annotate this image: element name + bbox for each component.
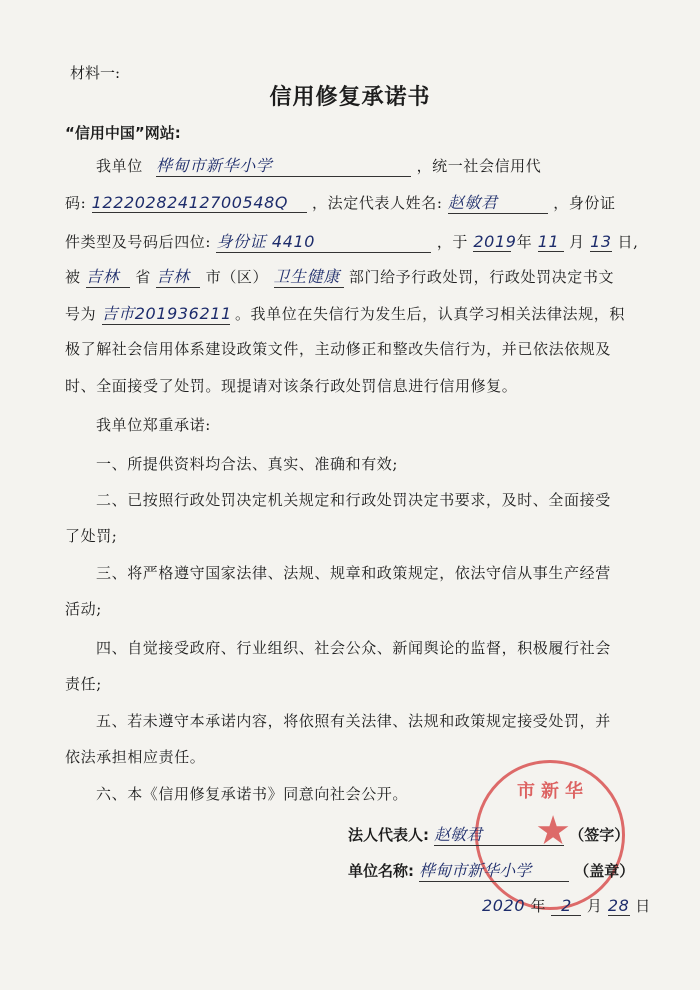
l2-prefix: 码: [65,194,87,212]
page-title: 信用修复承诺书 [269,85,431,110]
sign-date-row [482,895,651,916]
promise-3: 三、将严格遵守国家法律、法规、规章和政策规定，依法守信从事生产经营 [96,564,611,582]
date-day-field: 13 [590,232,612,251]
sign-date-day-unit: 日 [635,897,651,915]
l5-prefix: 号为 [65,305,97,323]
l1-prefix: 我单位 [96,157,143,175]
body-line-4 [65,264,614,288]
rep-signature-row [348,822,629,846]
city-field: 吉林 [156,264,200,288]
rep-name-field: 赵敏君 [448,190,548,214]
promise-5-cont: 依法承担相应责任。 [65,748,206,766]
promise-5: 五、若未遵守本承诺内容，将依照有关法律、法规和政策规定接受处罚，并 [96,712,611,730]
unit-signature: 桦甸市新华小学 [419,858,569,882]
company-name-field: 桦甸市新华小学 [156,153,411,177]
rep-label: 法人代表人: [348,826,429,844]
date-month-field: 11 [538,232,564,252]
promise-6: 六、本《信用修复承诺书》同意向社会公开。 [96,785,409,803]
l1-suffix: ，统一社会信用代 [416,157,542,175]
l5-suffix: 。我单位在失信行为发生后，认真学习相关法律法规，积 [234,305,625,323]
sign-date-year: 2020 [482,896,526,915]
body-line-6: 极了解社会信用体系建设政策文件，主动修正和整改失信行为，并已依法依规及 [65,340,612,358]
unit-signature-row [348,858,634,882]
l3-day-unit: 日, [617,233,639,251]
rep-note: （签字） [569,826,630,844]
l3-year-unit: 年 [516,233,533,251]
promise-1: 一、所提供资料均合法、真实、准确和有效; [96,455,399,473]
sign-date-year-unit: 年 [530,897,547,915]
unit-label: 单位名称: [348,862,414,880]
unit-note: （盖章） [574,862,635,880]
site-addressee: “信用中国”网站: [65,124,181,142]
body-line-7: 时、全面接受了处罚。现提请对该条行政处罚信息进行信用修复。 [65,377,518,395]
body-line-8: 我单位郑重承诺: [96,416,211,434]
l2-suffix: ，身份证 [553,194,616,212]
body-line-2 [65,190,616,214]
l4-prefix: 被 [65,268,81,286]
id-field: 身份证 4410 [216,229,431,253]
date-year-field: 2019 [473,232,517,251]
dept-field: 卫生健康 [274,264,344,288]
seal-star-icon: ★ [535,808,571,854]
sign-date-month: 2 [551,896,581,916]
l4-province-unit: 省 [135,268,151,286]
promise-3-cont: 活动; [65,600,102,618]
promise-4-cont: 责任; [65,675,102,693]
promise-2: 二、已按照行政处罚决定机关规定和行政处罚决定书要求，及时、全面接受 [96,491,611,509]
body-line-5 [65,301,625,325]
body-line-3 [65,229,638,253]
l4-suffix: 部门给予行政处罚，行政处罚决定书文 [348,268,615,286]
material-label: 材料一: [70,64,121,82]
sign-date-day: 28 [607,896,630,915]
province-field: 吉林 [86,264,130,288]
l3-month-unit: 月 [569,233,585,251]
l3-prefix: 件类型及号码后四位: [65,233,212,251]
promise-2-cont: 了处罚; [65,527,118,545]
body-line-1 [96,153,541,177]
credit-code-field: 12220282412700548Q [92,193,307,213]
promise-4: 四、自觉接受政府、行业组织、社会公众、新闻舆论的监督，积极履行社会 [96,639,611,657]
l3-mid: ，于 [436,233,469,251]
rep-signature: 赵敏君 [434,822,564,846]
sign-date-month-unit: 月 [586,897,603,915]
l4-city-unit: 市（区） [205,268,269,286]
l2-mid: ，法定代表人姓名: [312,194,443,212]
seal-text: 市新华 [517,781,589,802]
doc-number-field: 吉市201936211 [102,301,230,325]
